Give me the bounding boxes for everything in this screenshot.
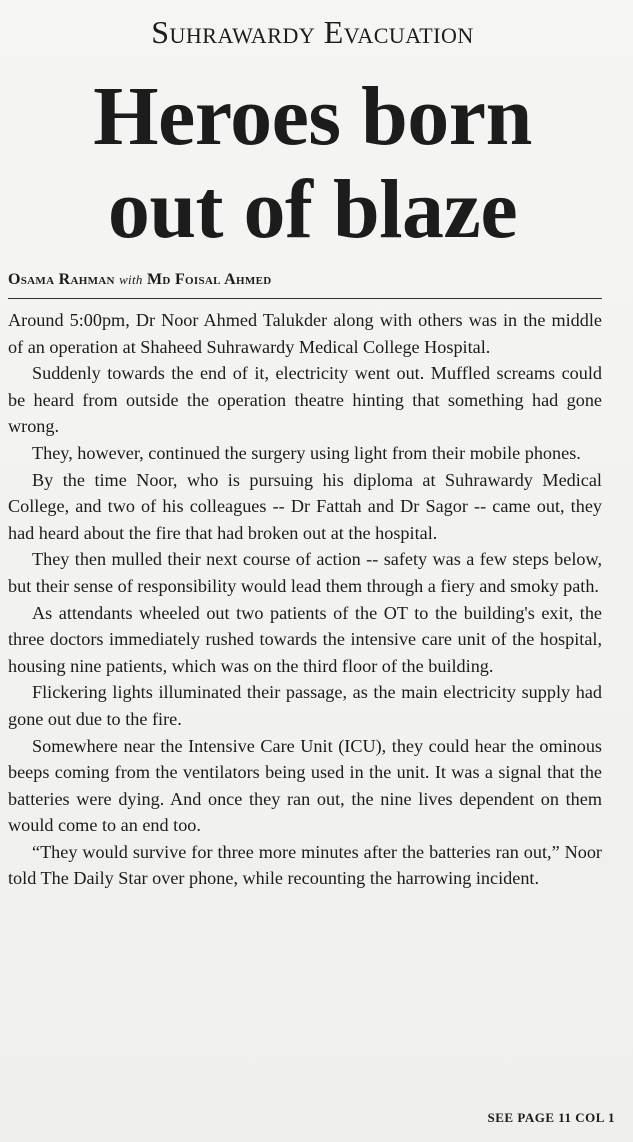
headline-line-1: Heroes born [93, 70, 532, 163]
byline-divider [8, 298, 602, 299]
byline-author-2: Md Foisal Ahmed [147, 271, 272, 288]
byline-author-1: Osama Rahman [8, 271, 115, 288]
byline [8, 268, 617, 292]
article-body [8, 307, 602, 892]
paragraph: Flickering lights illuminated their passage, as the main electricity supply had gone out due to the fire. [8, 682, 602, 729]
paragraph: Around 5:00pm, Dr Noor Ahmed Talukder along with others was in the middle of an operation at Shaheed Suhrawardy Medical College Hospital. [8, 310, 602, 357]
paragraph: “They would survive for three more minutes after the batteries ran out,” Noor told The Daily Star over phone, while recounting the harrowing incident. [8, 841, 602, 889]
paragraph: Suddenly towards the end of it, electricity went out. Muffled screams could be heard from outside the operation theatre hinting that something had gone wrong. [8, 363, 602, 437]
kicker-heading: Suhrawardy Evacuation [151, 14, 474, 50]
paragraph: Somewhere near the Intensive Care Unit (ICU), they could hear the ominous beeps coming from the ventilators being used in the unit. It was a signal that the batteries were dying. And once they ran out, the nine lives dependent on them would come to an end too. [8, 735, 602, 836]
byline-with: with [119, 272, 143, 287]
paragraph: They, however, continued the surgery using light from their mobile phones. [32, 442, 581, 463]
paragraph: By the time Noor, who is pursuing his diploma at Suhrawardy Medical College, and two of his colleagues -- Dr Fattah and Dr Sagor -- came out, they had heard about the fire that had broken out at the hospital. [8, 469, 602, 543]
continuation-jump: SEE PAGE 11 COL 1 [487, 1110, 615, 1125]
paragraph: As attendants wheeled out two patients of the OT to the building's exit, the three doctors immediately rushed towards the intensive care unit of the hospital, housing nine patients, which was on the third floor of the building. [8, 602, 602, 676]
headline [8, 70, 617, 256]
headline-line-2: out of blaze [107, 163, 518, 256]
paragraph: They then mulled their next course of action -- safety was a few steps below, but their sense of responsibility would lead them through a fiery and smoky path. [8, 549, 602, 596]
